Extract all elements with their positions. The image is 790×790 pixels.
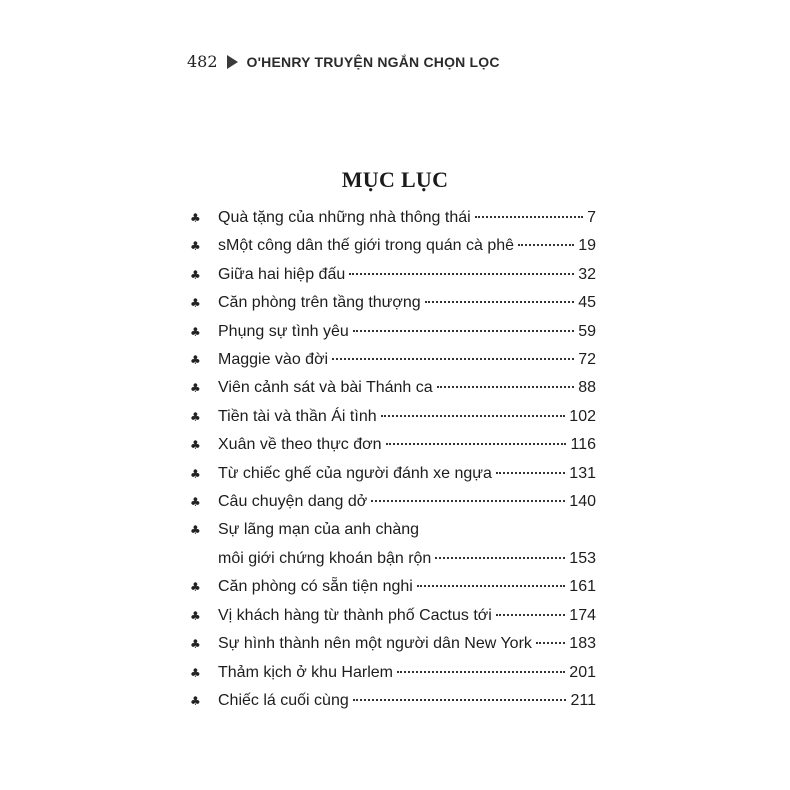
toc-entry[interactable] — [190, 488, 596, 516]
toc-entry[interactable] — [190, 232, 596, 260]
toc-entry[interactable] — [190, 460, 596, 488]
dot-leader — [332, 358, 574, 360]
toc-entry-body — [218, 630, 596, 658]
dot-leader — [371, 500, 565, 502]
book-running-title: O'HENRY TRUYỆN NGẮN CHỌN LỌC — [246, 53, 500, 70]
toc-entry-title: sMột công dân thế giới trong quán cà phê — [218, 237, 515, 255]
toc-entry-page-number: 59 — [578, 322, 596, 340]
dot-leader — [417, 585, 565, 587]
toc-entry-title: Chiếc lá cuối cùng — [218, 691, 349, 709]
toc-entry-title: môi giới chứng khoán bận rộn — [218, 549, 432, 567]
toc-entry-body — [218, 204, 596, 232]
toc-entry-body — [218, 289, 596, 317]
toc-entry-title: Quà tặng của những nhà thông thái — [218, 209, 471, 226]
toc-entry-page-number: 72 — [578, 351, 596, 369]
toc-entry[interactable] — [190, 289, 596, 317]
toc-entry-title: Maggie vào đời — [218, 351, 329, 369]
club-icon: ♣ — [190, 665, 201, 680]
club-icon: ♣ — [190, 296, 201, 311]
triangle-right-icon — [227, 55, 238, 69]
toc-entry-line — [218, 460, 596, 488]
toc-entry-line — [218, 374, 596, 402]
club-icon: ♣ — [190, 693, 201, 708]
toc-entry-line — [218, 261, 596, 289]
toc-entry-body — [218, 374, 596, 402]
toc-entry[interactable] — [190, 516, 596, 573]
toc-entry-title: Vị khách hàng từ thành phố Cactus tới — [218, 606, 492, 624]
running-header — [187, 52, 500, 71]
toc-entry-body — [218, 232, 596, 260]
dot-leader — [381, 415, 566, 417]
toc-entry-line — [218, 403, 596, 431]
dot-leader — [475, 216, 583, 218]
toc-entry[interactable] — [190, 687, 596, 715]
toc-entry-body — [218, 488, 596, 516]
dot-leader — [437, 386, 575, 388]
toc-entry-body — [218, 516, 596, 573]
toc-entry-page-number: 45 — [578, 294, 596, 312]
club-icon: ♣ — [190, 267, 201, 282]
toc-entry-line — [218, 659, 596, 687]
toc-entry-body — [218, 318, 596, 346]
toc-entry-title: Xuân về theo thực đơn — [218, 436, 382, 454]
toc-entry-title: Viên cảnh sát và bài Thánh ca — [218, 379, 433, 397]
toc-entry-page-number: 211 — [570, 691, 596, 709]
toc-entry-title-line1: Sự lãng mạn của anh chàng — [218, 521, 420, 539]
dot-leader — [397, 671, 565, 673]
toc-entry[interactable] — [190, 204, 596, 232]
dot-leader — [425, 301, 575, 303]
toc-entry[interactable] — [190, 659, 596, 687]
dot-leader — [496, 472, 565, 474]
dot-leader — [349, 273, 574, 275]
toc-entry-page-number: 32 — [578, 265, 596, 283]
toc-entry-page-number: 201 — [569, 663, 596, 681]
toc-entry[interactable] — [190, 346, 596, 374]
toc-entry[interactable] — [190, 573, 596, 601]
dot-leader — [353, 699, 567, 701]
club-icon: ♣ — [190, 409, 201, 424]
toc-entry[interactable] — [190, 261, 596, 289]
club-icon: ♣ — [190, 239, 201, 254]
toc-entry-title: Thảm kịch ở khu Harlem — [218, 663, 393, 681]
toc-entry-page-number: 174 — [569, 606, 596, 624]
toc-entry-line — [218, 687, 596, 715]
toc-entry-body — [218, 659, 596, 687]
toc-entry-title: Căn phòng trên tầng thượng — [218, 294, 421, 312]
club-icon: ♣ — [190, 438, 201, 453]
toc-entry-page-number: 19 — [578, 237, 596, 255]
toc-entry[interactable] — [190, 431, 596, 459]
toc-entry-body — [218, 573, 596, 601]
toc-entry-line — [218, 346, 596, 374]
toc-entry-body — [218, 460, 596, 488]
toc-entry-page-number: 116 — [570, 436, 596, 454]
toc-entry-body — [218, 431, 596, 459]
dot-leader — [386, 443, 567, 445]
toc-entry-line — [218, 431, 596, 459]
toc-entry-title: Phụng sự tình yêu — [218, 322, 349, 340]
club-icon: ♣ — [190, 466, 201, 481]
toc-entry-title: Câu chuyện dang dở — [218, 493, 368, 511]
dot-leader — [353, 330, 574, 332]
toc-entry-line — [218, 204, 596, 232]
toc-entry-page-number: 153 — [569, 549, 596, 567]
dot-leader — [435, 557, 565, 559]
toc-entry[interactable] — [190, 374, 596, 402]
toc-entry-page-number: 102 — [569, 407, 596, 425]
toc-entry[interactable] — [190, 403, 596, 431]
club-icon: ♣ — [190, 324, 201, 339]
toc-entry-page-number: 140 — [569, 493, 596, 511]
toc-entry-body — [218, 687, 596, 715]
toc-entry-title: Tiền tài và thần Ái tình — [218, 407, 377, 425]
toc-entry[interactable] — [190, 602, 596, 630]
toc-entry-line — [218, 232, 596, 260]
toc-entry-page-number: 131 — [569, 464, 596, 482]
club-icon: ♣ — [190, 580, 201, 595]
dot-leader — [518, 244, 574, 246]
club-icon: ♣ — [190, 495, 201, 510]
toc-entry-title: Giữa hai hiệp đấu — [218, 265, 346, 283]
toc-entry-page-number: 161 — [569, 578, 596, 596]
toc-entry-line — [218, 488, 596, 516]
toc-entry[interactable] — [190, 630, 596, 658]
toc-entry-body — [218, 261, 596, 289]
club-icon: ♣ — [190, 353, 201, 368]
club-icon: ♣ — [190, 637, 201, 652]
toc-entry-line — [218, 602, 596, 630]
toc-entry-line — [218, 573, 596, 601]
toc-entry-line — [218, 289, 596, 317]
toc-entry-body — [218, 403, 596, 431]
toc-heading: MỤC LỤC — [341, 166, 449, 192]
toc-entry-body — [218, 602, 596, 630]
toc-entry-line — [218, 318, 596, 346]
toc-entry-page-number: 88 — [578, 379, 596, 397]
toc-entry[interactable] — [190, 318, 596, 346]
toc-entry-title: Căn phòng có sẵn tiện nghi — [218, 578, 413, 596]
toc-entry-body — [218, 346, 596, 374]
toc-entry-line — [218, 630, 596, 658]
toc-entry-line — [218, 545, 596, 573]
club-icon: ♣ — [190, 523, 201, 538]
toc-entry-title: Sự hình thành nên một người dân New York — [218, 635, 532, 653]
table-of-contents — [190, 204, 596, 715]
toc-entry-page-number: 183 — [569, 635, 596, 653]
club-icon: ♣ — [190, 211, 201, 225]
dot-leader — [536, 642, 565, 644]
club-icon: ♣ — [190, 381, 201, 396]
club-icon: ♣ — [190, 608, 201, 623]
toc-entry-title: Từ chiếc ghế của người đánh xe ngựa — [218, 464, 492, 482]
toc-entry-page-number: 7 — [587, 209, 596, 226]
page-number: 482 — [187, 52, 218, 71]
dot-leader — [496, 614, 565, 616]
